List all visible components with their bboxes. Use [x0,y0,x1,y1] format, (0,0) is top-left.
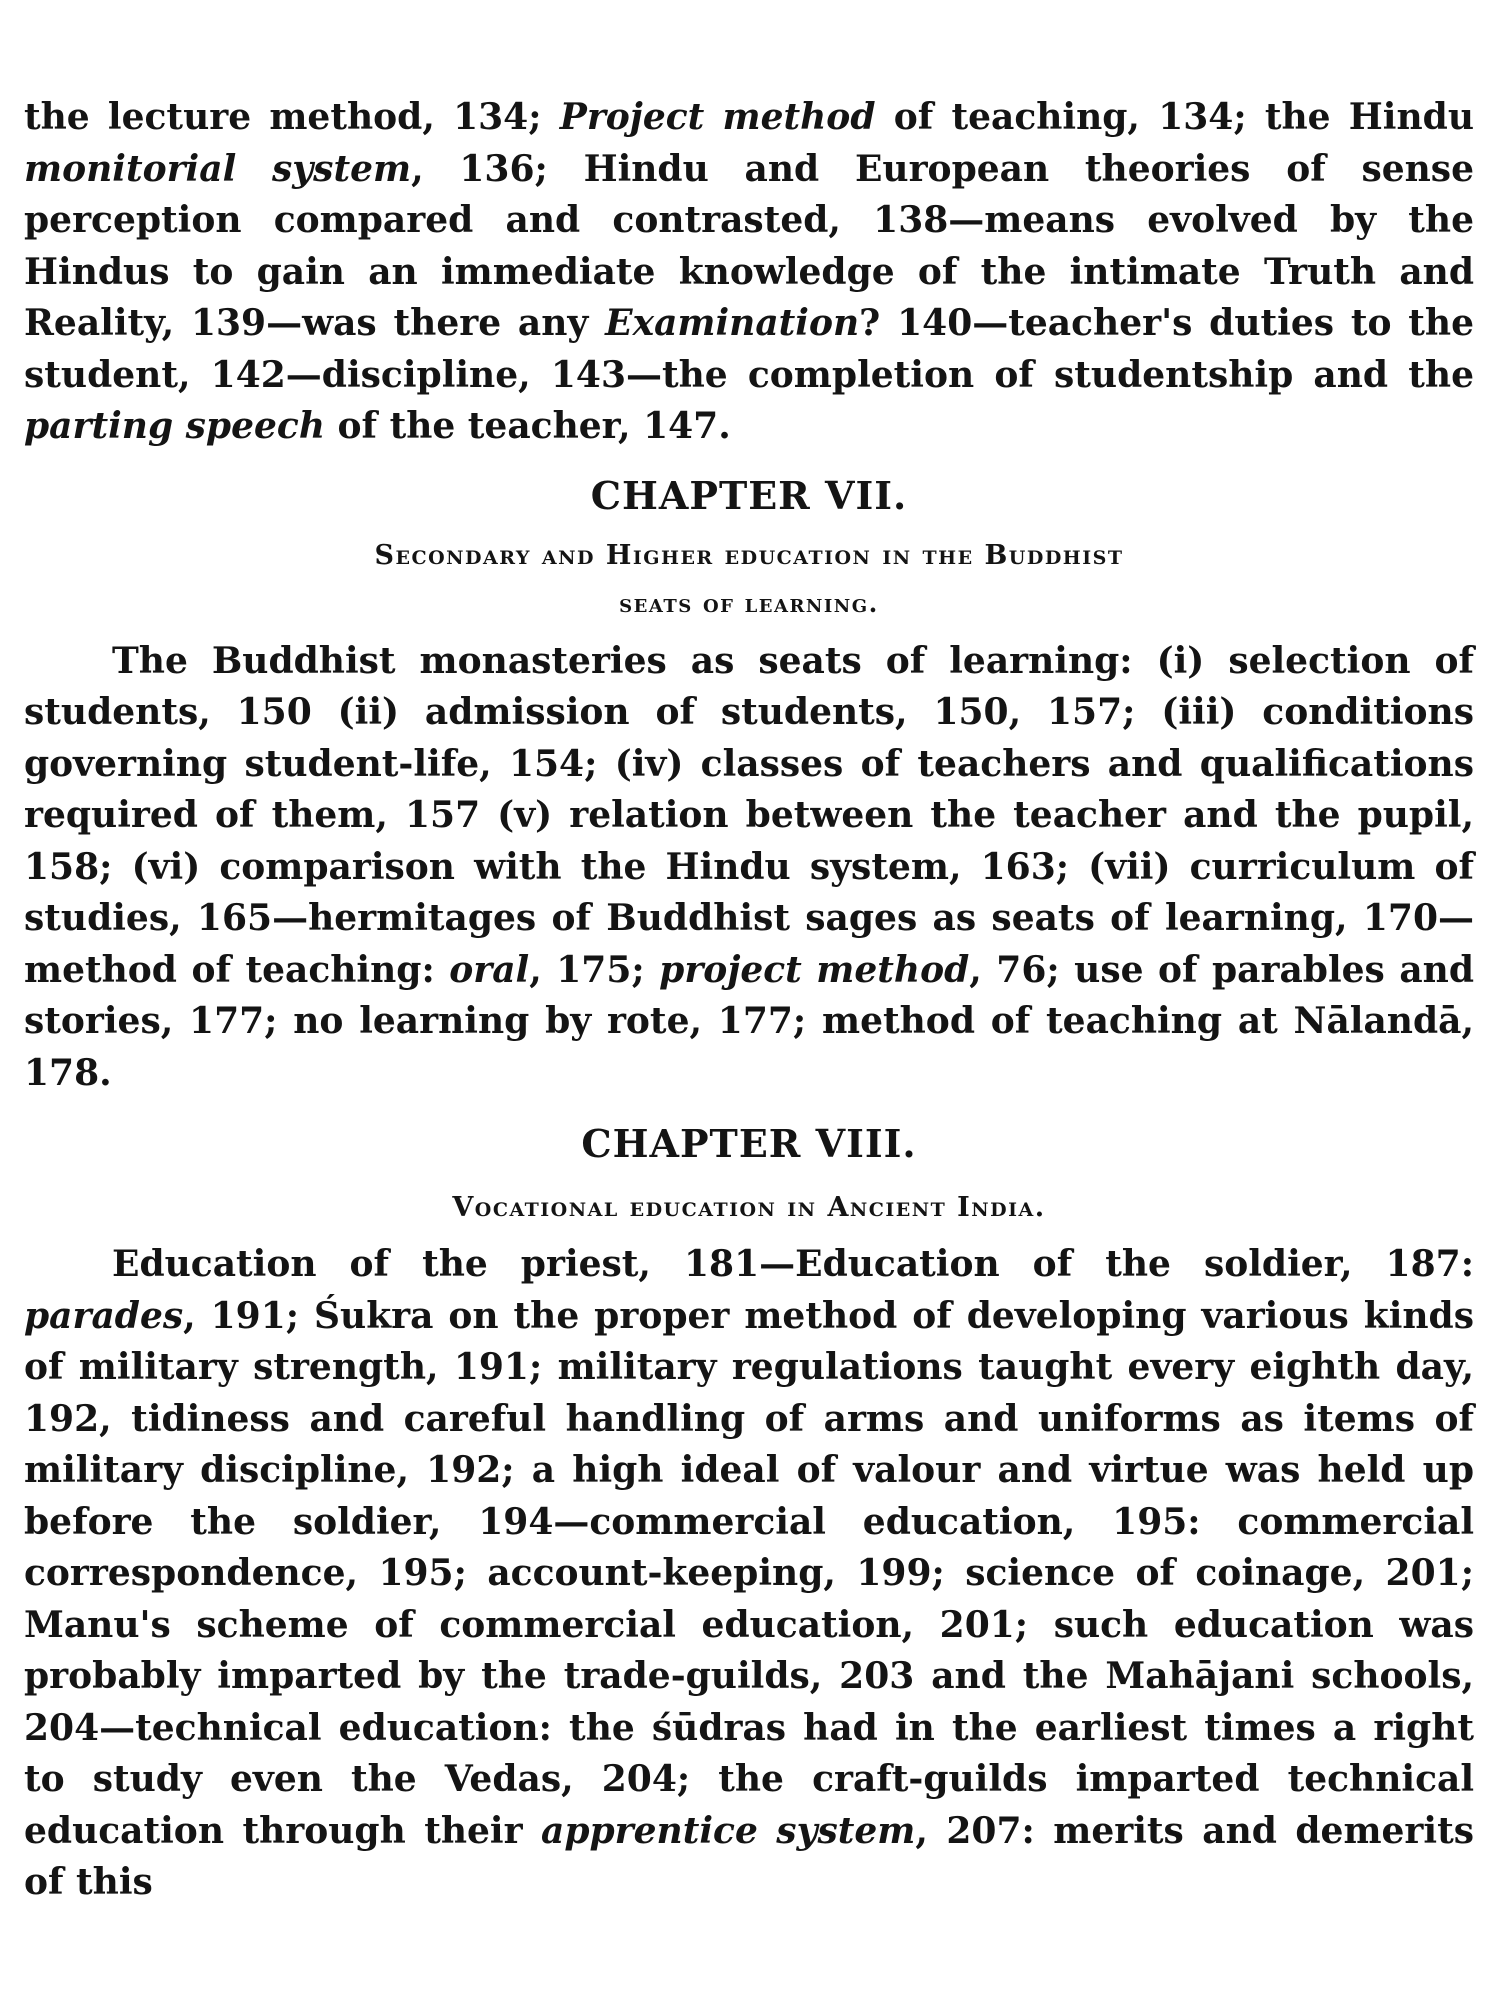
chapter-vii-subtitle: Secondary and Higher education in the Buddhist [374,539,1124,571]
chapter-viii-subtitle: Vocational education in Ancient India. [452,1192,1046,1223]
chapter-vii-subtitle-line2: seats of learning. [619,588,879,618]
chapter-vii-paragraph: The Buddhist monasteries as seats of learning: (i) selection of students, 150 (ii) admission of students, 150, 157; (iii) conditions governing student-life, 154; (iv) classes of teachers and qualifications required of them, 157 (v) relation between the teacher and the pupil, 158; (vi) comparison with the Hindu system, 163; (vii) curriculum of studies, 165—hermitages of Buddhist sages as seats of learning, 170—method of teaching: oral, 175; project method, 76; use of parables and stories, 177; no learning by rote, 177; method of teaching at Nālandā, 178. [24,639,1474,1094]
chapter-vii-heading: CHAPTER VII. [590,472,908,518]
chapter-viii-heading: CHAPTER VIII. [581,1121,917,1166]
document-page [24,92,1474,1909]
continuation-paragraph: the lecture method, 134; Project method of teaching, 134; the Hindu monitorial system, 136; Hindu and European theories of sense perception compared and contrasted, 138—means evolved by the Hindus to gain an immediate knowledge of the intimate Truth and Reality, 139—was there any Examination? 140—teacher's duties to the student, 142—discipline, 143—the completion of studentship and the parting speech of the teacher, 147. [24,96,1474,447]
chapter-viii-paragraph: Education of the priest, 181—Education of the soldier, 187: parades, 191; Śukra on the proper method of developing various kinds of military strength, 191; military regulations taught every eighth day, 192, tidiness and careful handling of arms and uniforms as items of military discipline, 192; a high ideal of valour and virtue was held up before the soldier, 194—commercial education, 195: commercial correspondence, 195; account-keeping, 199; science of coinage, 201; Manu's scheme of commercial education, 201; such education was probably imparted by the trade-guilds, 203 and the Mahājani schools, 204—technical education: the śūdras had in the earliest times a right to study even the Vedas, 204; the craft-guilds imparted technical education through their apprentice system, 207: merits and demerits of this [24,1243,1474,1903]
